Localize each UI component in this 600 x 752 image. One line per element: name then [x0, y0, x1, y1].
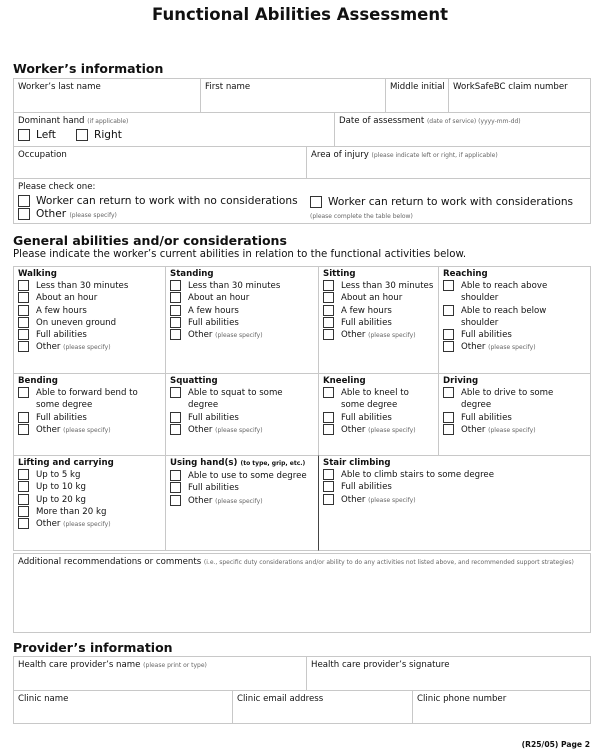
lifting-option[interactable]: Up to 5 kg: [18, 469, 161, 481]
hands-option[interactable]: Able to use to some degree: [170, 470, 314, 482]
checkbox[interactable]: [323, 292, 334, 303]
first-name-field[interactable]: [200, 78, 386, 113]
standing-option[interactable]: Less than 30 minutes: [170, 280, 314, 292]
checkbox[interactable]: [323, 469, 334, 480]
bending-group: [13, 373, 166, 456]
checkbox[interactable]: [170, 424, 181, 435]
hands-option[interactable]: Full abilities: [170, 482, 314, 494]
checkbox[interactable]: [18, 424, 29, 435]
checkbox[interactable]: [18, 317, 29, 328]
lifting-group: [13, 455, 166, 551]
squatting-option[interactable]: Other (please specify): [170, 424, 314, 437]
claim-number-label: WorkSafeBC claim number: [453, 82, 568, 92]
kneeling-option[interactable]: Other (please specify): [323, 424, 434, 437]
driving-option[interactable]: Full abilities: [443, 412, 586, 424]
general-abilities-intro: Please indicate the worker’s current abilities in relation to the functional activities below.: [13, 249, 467, 260]
walking-option[interactable]: Less than 30 minutes: [18, 280, 161, 292]
checkbox[interactable]: [170, 482, 181, 493]
checkbox[interactable]: [443, 412, 454, 423]
sitting-title: Sitting: [323, 269, 356, 279]
driving-title: Driving: [443, 376, 479, 386]
checkbox[interactable]: [323, 494, 334, 505]
hands-group: [165, 455, 319, 551]
clinic-name-field[interactable]: [13, 690, 233, 724]
occupation-label: Occupation: [18, 150, 67, 160]
squatting-title: Squatting: [170, 376, 218, 386]
standing-group: [165, 266, 319, 374]
checkbox[interactable]: [323, 329, 334, 340]
checkbox[interactable]: [170, 305, 181, 316]
lifting-title: Lifting and carrying: [18, 458, 114, 468]
no-considerations-option[interactable]: [18, 195, 298, 207]
checkbox[interactable]: [443, 329, 454, 340]
checkbox[interactable]: [18, 412, 29, 423]
checkbox[interactable]: [18, 506, 29, 517]
stairs-option[interactable]: Other (please specify): [323, 494, 586, 507]
middle-initial-label: Middle initial: [390, 82, 445, 92]
walking-option[interactable]: On uneven ground: [18, 317, 161, 329]
driving-option[interactable]: Other (please specify): [443, 424, 586, 437]
reaching-group: [438, 266, 591, 374]
bending-option[interactable]: Able to forward bend to some degree: [18, 387, 161, 412]
walking-option[interactable]: Other (please specify): [18, 341, 161, 354]
checkbox[interactable]: [323, 317, 334, 328]
dominant-hand-field: [13, 112, 335, 147]
squatting-option[interactable]: Able to squat to some degree: [170, 387, 314, 412]
bending-option[interactable]: Other (please specify): [18, 424, 161, 437]
right-hand-label: Right: [94, 129, 122, 141]
standing-option[interactable]: A few hours: [170, 305, 314, 317]
checkbox[interactable]: [170, 495, 181, 506]
sitting-option[interactable]: About an hour: [323, 292, 434, 304]
checkbox[interactable]: [18, 387, 29, 398]
walking-option[interactable]: Full abilities: [18, 329, 161, 341]
reaching-title: Reaching: [443, 269, 488, 279]
checkbox[interactable]: [18, 481, 29, 492]
kneeling-group: [318, 373, 439, 456]
comments-field[interactable]: [13, 553, 591, 633]
checkbox[interactable]: [443, 305, 454, 316]
middle-initial-field[interactable]: [385, 78, 449, 113]
left-hand-option[interactable]: [18, 129, 56, 141]
with-considerations-hint: (please complete the table below): [310, 213, 413, 220]
stairs-option[interactable]: Able to climb stairs to some degree: [323, 469, 586, 481]
occupation-field[interactable]: [13, 146, 307, 179]
last-name-field[interactable]: [13, 78, 201, 113]
reaching-option[interactable]: Able to reach below shoulder: [443, 305, 586, 330]
sitting-group: [318, 266, 439, 374]
bending-title: Bending: [18, 376, 58, 386]
kneeling-option[interactable]: Full abilities: [323, 412, 434, 424]
standing-option[interactable]: About an hour: [170, 292, 314, 304]
stairs-group: [318, 455, 591, 551]
worker-info-heading: Worker’s information: [13, 61, 164, 76]
lifting-option[interactable]: Other (please specify): [18, 518, 161, 531]
other-label: Other (please specify): [36, 208, 117, 220]
with-considerations-checkbox[interactable]: [310, 196, 322, 208]
checkbox[interactable]: [443, 280, 454, 291]
left-hand-checkbox[interactable]: [18, 129, 30, 141]
general-abilities-heading: General abilities and/or considerations: [13, 233, 287, 248]
reaching-option[interactable]: Full abilities: [443, 329, 586, 341]
reaching-option[interactable]: Other (please specify): [443, 341, 586, 354]
hands-title: Using hand(s) (to type, grip, etc.): [170, 458, 306, 468]
first-name-label: First name: [205, 82, 251, 92]
provider-signature-field[interactable]: [306, 656, 591, 691]
checkbox[interactable]: [170, 470, 181, 481]
walking-option[interactable]: A few hours: [18, 305, 161, 317]
standing-title: Standing: [170, 269, 214, 279]
checkbox[interactable]: [170, 280, 181, 291]
checkbox[interactable]: [323, 424, 334, 435]
stairs-title: Stair climbing: [323, 458, 391, 468]
kneeling-title: Kneeling: [323, 376, 366, 386]
no-considerations-label: Worker can return to work with no considerations: [36, 195, 298, 207]
clinic-phone-field[interactable]: [412, 690, 591, 724]
standing-option[interactable]: Other (please specify): [170, 329, 314, 342]
comments-label: Additional recommendations or comments (i.e., specific duty considerations and/or ability to do any activities not listed above, and recommended support strategies): [18, 557, 574, 567]
provider-info-heading: Provider’s information: [13, 640, 173, 655]
checkbox[interactable]: [443, 424, 454, 435]
sitting-option[interactable]: Full abilities: [323, 317, 434, 329]
sitting-option[interactable]: Less than 30 minutes: [323, 280, 434, 292]
walking-option[interactable]: About an hour: [18, 292, 161, 304]
lifting-option[interactable]: Up to 20 kg: [18, 494, 161, 506]
no-considerations-checkbox[interactable]: [18, 195, 30, 207]
checkbox[interactable]: [18, 329, 29, 340]
squatting-option[interactable]: Full abilities: [170, 412, 314, 424]
check-one-label: Please check one:: [18, 182, 96, 192]
checkbox[interactable]: [323, 280, 334, 291]
driving-option[interactable]: Able to drive to some degree: [443, 387, 586, 412]
squatting-group: [165, 373, 319, 456]
clinic-phone-label: Clinic phone number: [417, 694, 507, 704]
driving-group: [438, 373, 591, 456]
provider-name-label: Health care provider’s name (please print or type): [18, 660, 207, 670]
checkbox[interactable]: [18, 280, 29, 291]
clinic-name-label: Clinic name: [18, 694, 69, 704]
kneeling-option[interactable]: Able to kneel to some degree: [323, 387, 434, 412]
walking-group: [13, 266, 166, 374]
provider-name-field[interactable]: [13, 656, 307, 691]
checkbox[interactable]: [170, 292, 181, 303]
sitting-option[interactable]: Other (please specify): [323, 329, 434, 342]
with-considerations-label: Worker can return to work with considerations: [328, 196, 574, 208]
area-of-injury-field[interactable]: [306, 146, 591, 179]
checkbox[interactable]: [170, 329, 181, 340]
dominant-hand-label: Dominant hand (if applicable): [18, 116, 129, 126]
page-footer: (R25/05) Page 2: [521, 740, 590, 749]
checkbox[interactable]: [323, 412, 334, 423]
clinic-email-label: Clinic email address: [237, 694, 324, 704]
checkbox[interactable]: [18, 341, 29, 352]
checkbox[interactable]: [170, 412, 181, 423]
other-option[interactable]: [18, 208, 117, 220]
with-considerations-option[interactable]: [310, 196, 573, 208]
walking-title: Walking: [18, 269, 57, 279]
bending-option[interactable]: Full abilities: [18, 412, 161, 424]
checkbox[interactable]: [18, 292, 29, 303]
checkbox[interactable]: [443, 387, 454, 398]
checkbox[interactable]: [18, 305, 29, 316]
last-name-label: Worker’s last name: [18, 82, 101, 92]
page-title: Functional Abilities Assessment: [152, 5, 448, 24]
reaching-option[interactable]: Able to reach above shoulder: [443, 280, 586, 305]
checkbox[interactable]: [323, 387, 334, 398]
right-hand-option[interactable]: [76, 129, 122, 141]
left-hand-label: Left: [36, 129, 56, 141]
checkbox[interactable]: [18, 494, 29, 505]
checkbox[interactable]: [323, 305, 334, 316]
standing-option[interactable]: Full abilities: [170, 317, 314, 329]
checkbox[interactable]: [18, 469, 29, 480]
checkbox[interactable]: [18, 518, 29, 529]
checkbox[interactable]: [170, 317, 181, 328]
lifting-option[interactable]: Up to 10 kg: [18, 481, 161, 493]
other-checkbox[interactable]: [18, 208, 30, 220]
checkbox[interactable]: [323, 481, 334, 492]
hands-option[interactable]: Other (please specify): [170, 495, 314, 508]
provider-signature-label: Health care provider’s signature: [311, 660, 450, 670]
date-of-assessment-label: Date of assessment (date of service) (yyyy-mm-dd): [339, 116, 521, 126]
stairs-option[interactable]: Full abilities: [323, 481, 586, 493]
date-of-assessment-field[interactable]: [334, 112, 591, 147]
right-hand-checkbox[interactable]: [76, 129, 88, 141]
area-of-injury-label: Area of injury (please indicate left or right, if applicable): [311, 150, 498, 160]
sitting-option[interactable]: A few hours: [323, 305, 434, 317]
checkbox[interactable]: [170, 387, 181, 398]
return-to-work-field: [13, 178, 591, 224]
checkbox[interactable]: [443, 341, 454, 352]
claim-number-field[interactable]: [448, 78, 591, 113]
clinic-email-field[interactable]: [232, 690, 413, 724]
lifting-option[interactable]: More than 20 kg: [18, 506, 161, 518]
